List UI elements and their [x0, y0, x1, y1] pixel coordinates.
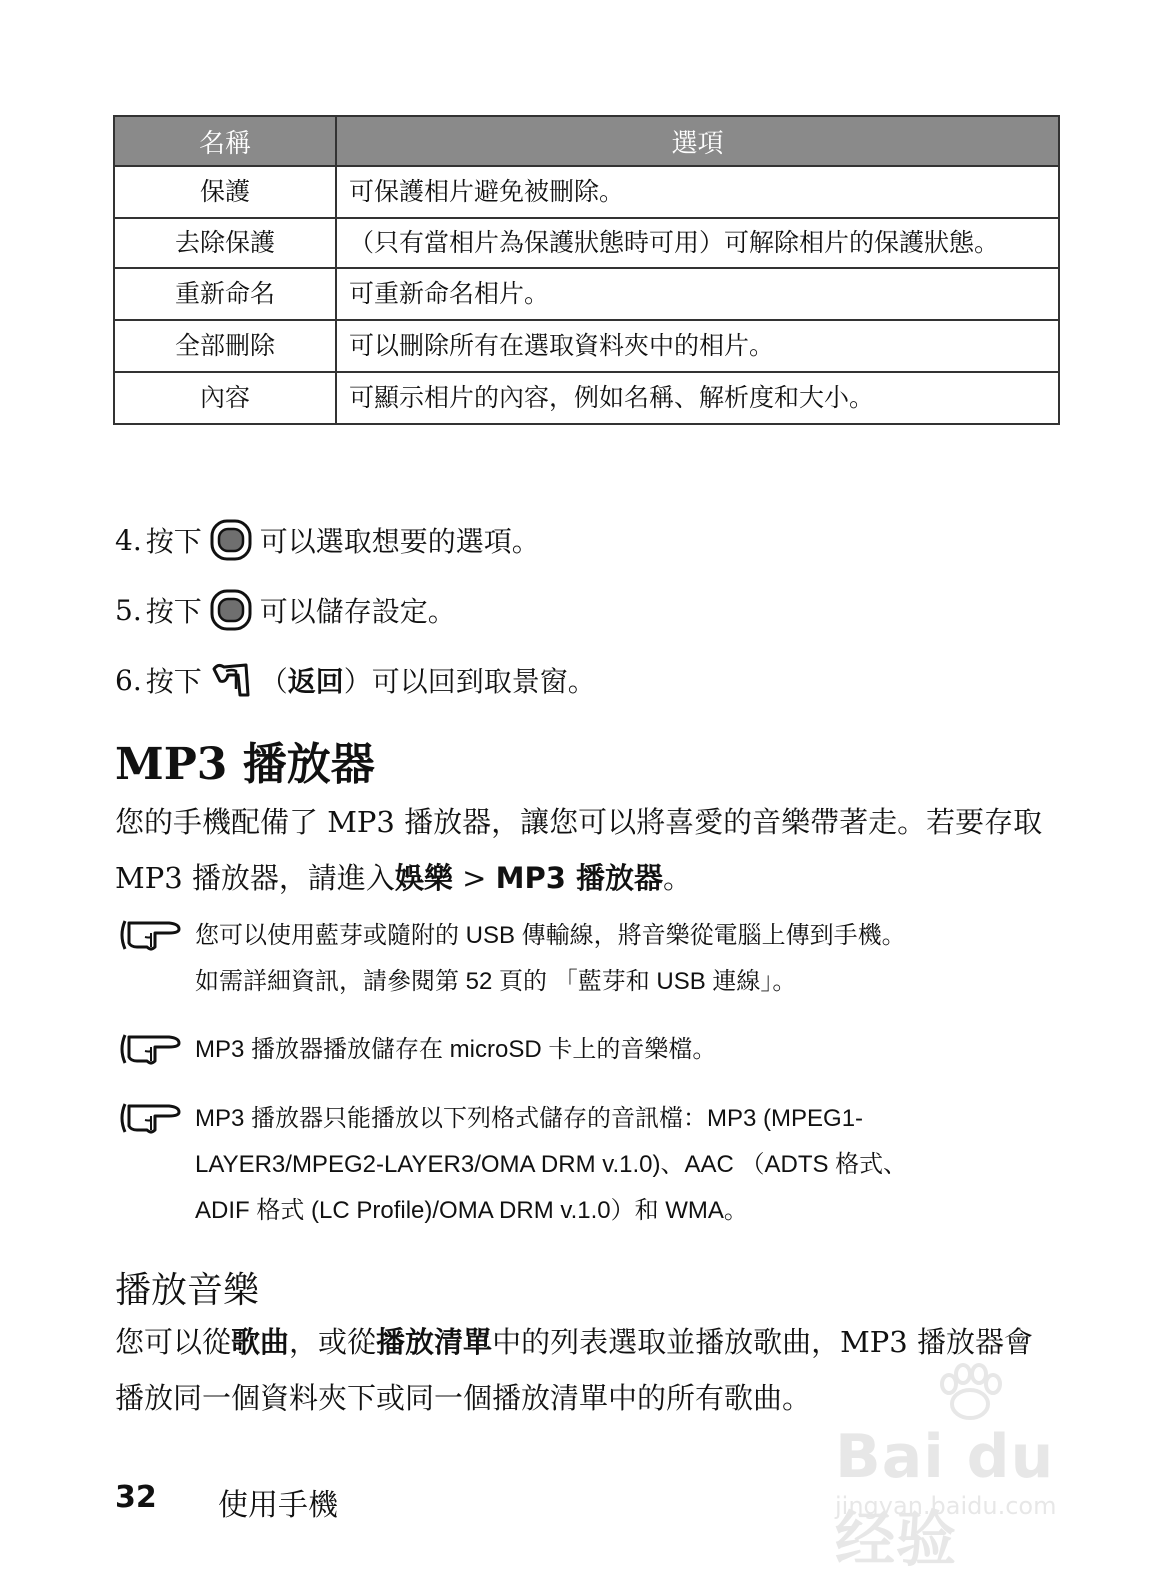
- row-desc: 可重新命名相片。: [336, 268, 1059, 320]
- menu-separator: >: [452, 861, 496, 895]
- row-desc: 可保護相片避免被刪除。: [336, 166, 1059, 218]
- step-text: 可以選取想要的選項。: [259, 525, 540, 558]
- body-text: 您可以從: [115, 1325, 232, 1359]
- songs-label: 歌曲: [231, 1325, 290, 1359]
- note-line: LAYER3/MPEG2-LAYER3/OMA DRM v.1.0)、AAC （ADTS 格式、: [195, 1151, 908, 1178]
- header-option: 選項: [336, 116, 1059, 166]
- subsection-title: 播放音樂: [115, 1270, 260, 1311]
- back-key-icon: [210, 659, 252, 701]
- note-line: 如需詳細資訊，請參閱第 52 頁的 「藍芽和 USB 連線」。: [195, 968, 797, 995]
- step-pre: 按下: [145, 525, 202, 558]
- table-row: [114, 268, 1059, 320]
- row-name: 重新命名: [114, 268, 336, 320]
- note-line: ADIF 格式 (LC Profile)/OMA DRM v.1.0）和 WMA。: [195, 1197, 748, 1224]
- step-text-open: （: [259, 665, 288, 698]
- table-row: [114, 218, 1059, 268]
- mp3-text: MP3: [840, 1325, 908, 1359]
- steps-list: [115, 505, 596, 715]
- step-text: 可以儲存設定。: [259, 595, 456, 628]
- step-item: [115, 575, 596, 645]
- body-text: ，或從: [289, 1325, 377, 1359]
- table-row: [114, 166, 1059, 218]
- note: [117, 1096, 1037, 1234]
- note: [117, 1027, 1037, 1073]
- pointing-hand-icon: [117, 917, 183, 953]
- body-text: 播放器會播放同一個資料夾下或同一個播放清單中的所有歌曲。: [115, 1325, 1033, 1415]
- watermark-brand: Bai du 经验: [835, 1422, 1055, 1575]
- step-pre: 按下: [145, 665, 202, 698]
- step-text: ）可以回到取景窗。: [343, 665, 596, 698]
- table-row: [114, 320, 1059, 372]
- row-name: 內容: [114, 372, 336, 424]
- chapter-title: 使用手機: [218, 1488, 338, 1523]
- note-line: MP3 播放器播放儲存在 microSD 卡上的音樂檔。: [195, 1036, 717, 1063]
- step-item: [115, 645, 596, 715]
- menu-mp3-player: MP3 播放器: [495, 861, 664, 895]
- section-title: MP3 播放器: [115, 739, 375, 790]
- row-name: 保護: [114, 166, 336, 218]
- step-number: 4.: [115, 523, 142, 557]
- row-desc: 可顯示相片的內容，例如名稱、解析度和大小。: [336, 372, 1059, 424]
- intro-text: 您的手機配備了: [115, 805, 328, 839]
- step-pre: 按下: [145, 595, 202, 628]
- pointing-hand-icon: [117, 1031, 183, 1067]
- ok-key-icon: [210, 589, 252, 631]
- intro-text: 。: [663, 861, 693, 895]
- row-name: 全部刪除: [114, 320, 336, 372]
- menu-entertainment: 娛樂: [394, 861, 453, 895]
- page-number: 32: [115, 1480, 157, 1515]
- intro-paragraph: [115, 794, 1055, 906]
- playlist-label: 播放清單: [376, 1325, 493, 1359]
- intro-text: 播放器，請進入: [182, 861, 395, 895]
- step-number: 6.: [115, 663, 142, 697]
- header-name: 名稱: [114, 116, 336, 166]
- intro-mp3: MP3: [327, 805, 395, 839]
- step-number: 5.: [115, 593, 142, 627]
- baidu-watermark: [835, 1362, 1105, 1575]
- ok-key-icon: [210, 519, 252, 561]
- options-table: [113, 115, 1060, 425]
- step-item: [115, 505, 596, 575]
- watermark-url: jingyan.baidu.com: [835, 1492, 1057, 1520]
- note: [117, 913, 1037, 1005]
- body-text: 中的列表選取並播放歌曲，: [492, 1325, 841, 1359]
- table-row: [114, 372, 1059, 424]
- note-line: MP3 播放器只能播放以下列格式儲存的音訊檔：MP3 (MPEG1-: [195, 1105, 864, 1132]
- paw-logo-icon: [925, 1362, 1015, 1422]
- table-header-row: [114, 116, 1059, 166]
- back-label: 返回: [287, 665, 344, 698]
- row-name: 去除保護: [114, 218, 336, 268]
- intro-mp3: MP3: [115, 861, 183, 895]
- pointing-hand-icon: [117, 1100, 183, 1136]
- intro-text: 播放器，讓您可以將喜愛的音樂帶著走。若要存取: [394, 805, 1043, 839]
- row-desc: （只有當相片為保護狀態時可用）可解除相片的保護狀態。: [336, 218, 1059, 268]
- note-line: 您可以使用藍芽或隨附的 USB 傳輸線，將音樂從電腦上傳到手機。: [195, 922, 906, 949]
- row-desc: 可以刪除所有在選取資料夾中的相片。: [336, 320, 1059, 372]
